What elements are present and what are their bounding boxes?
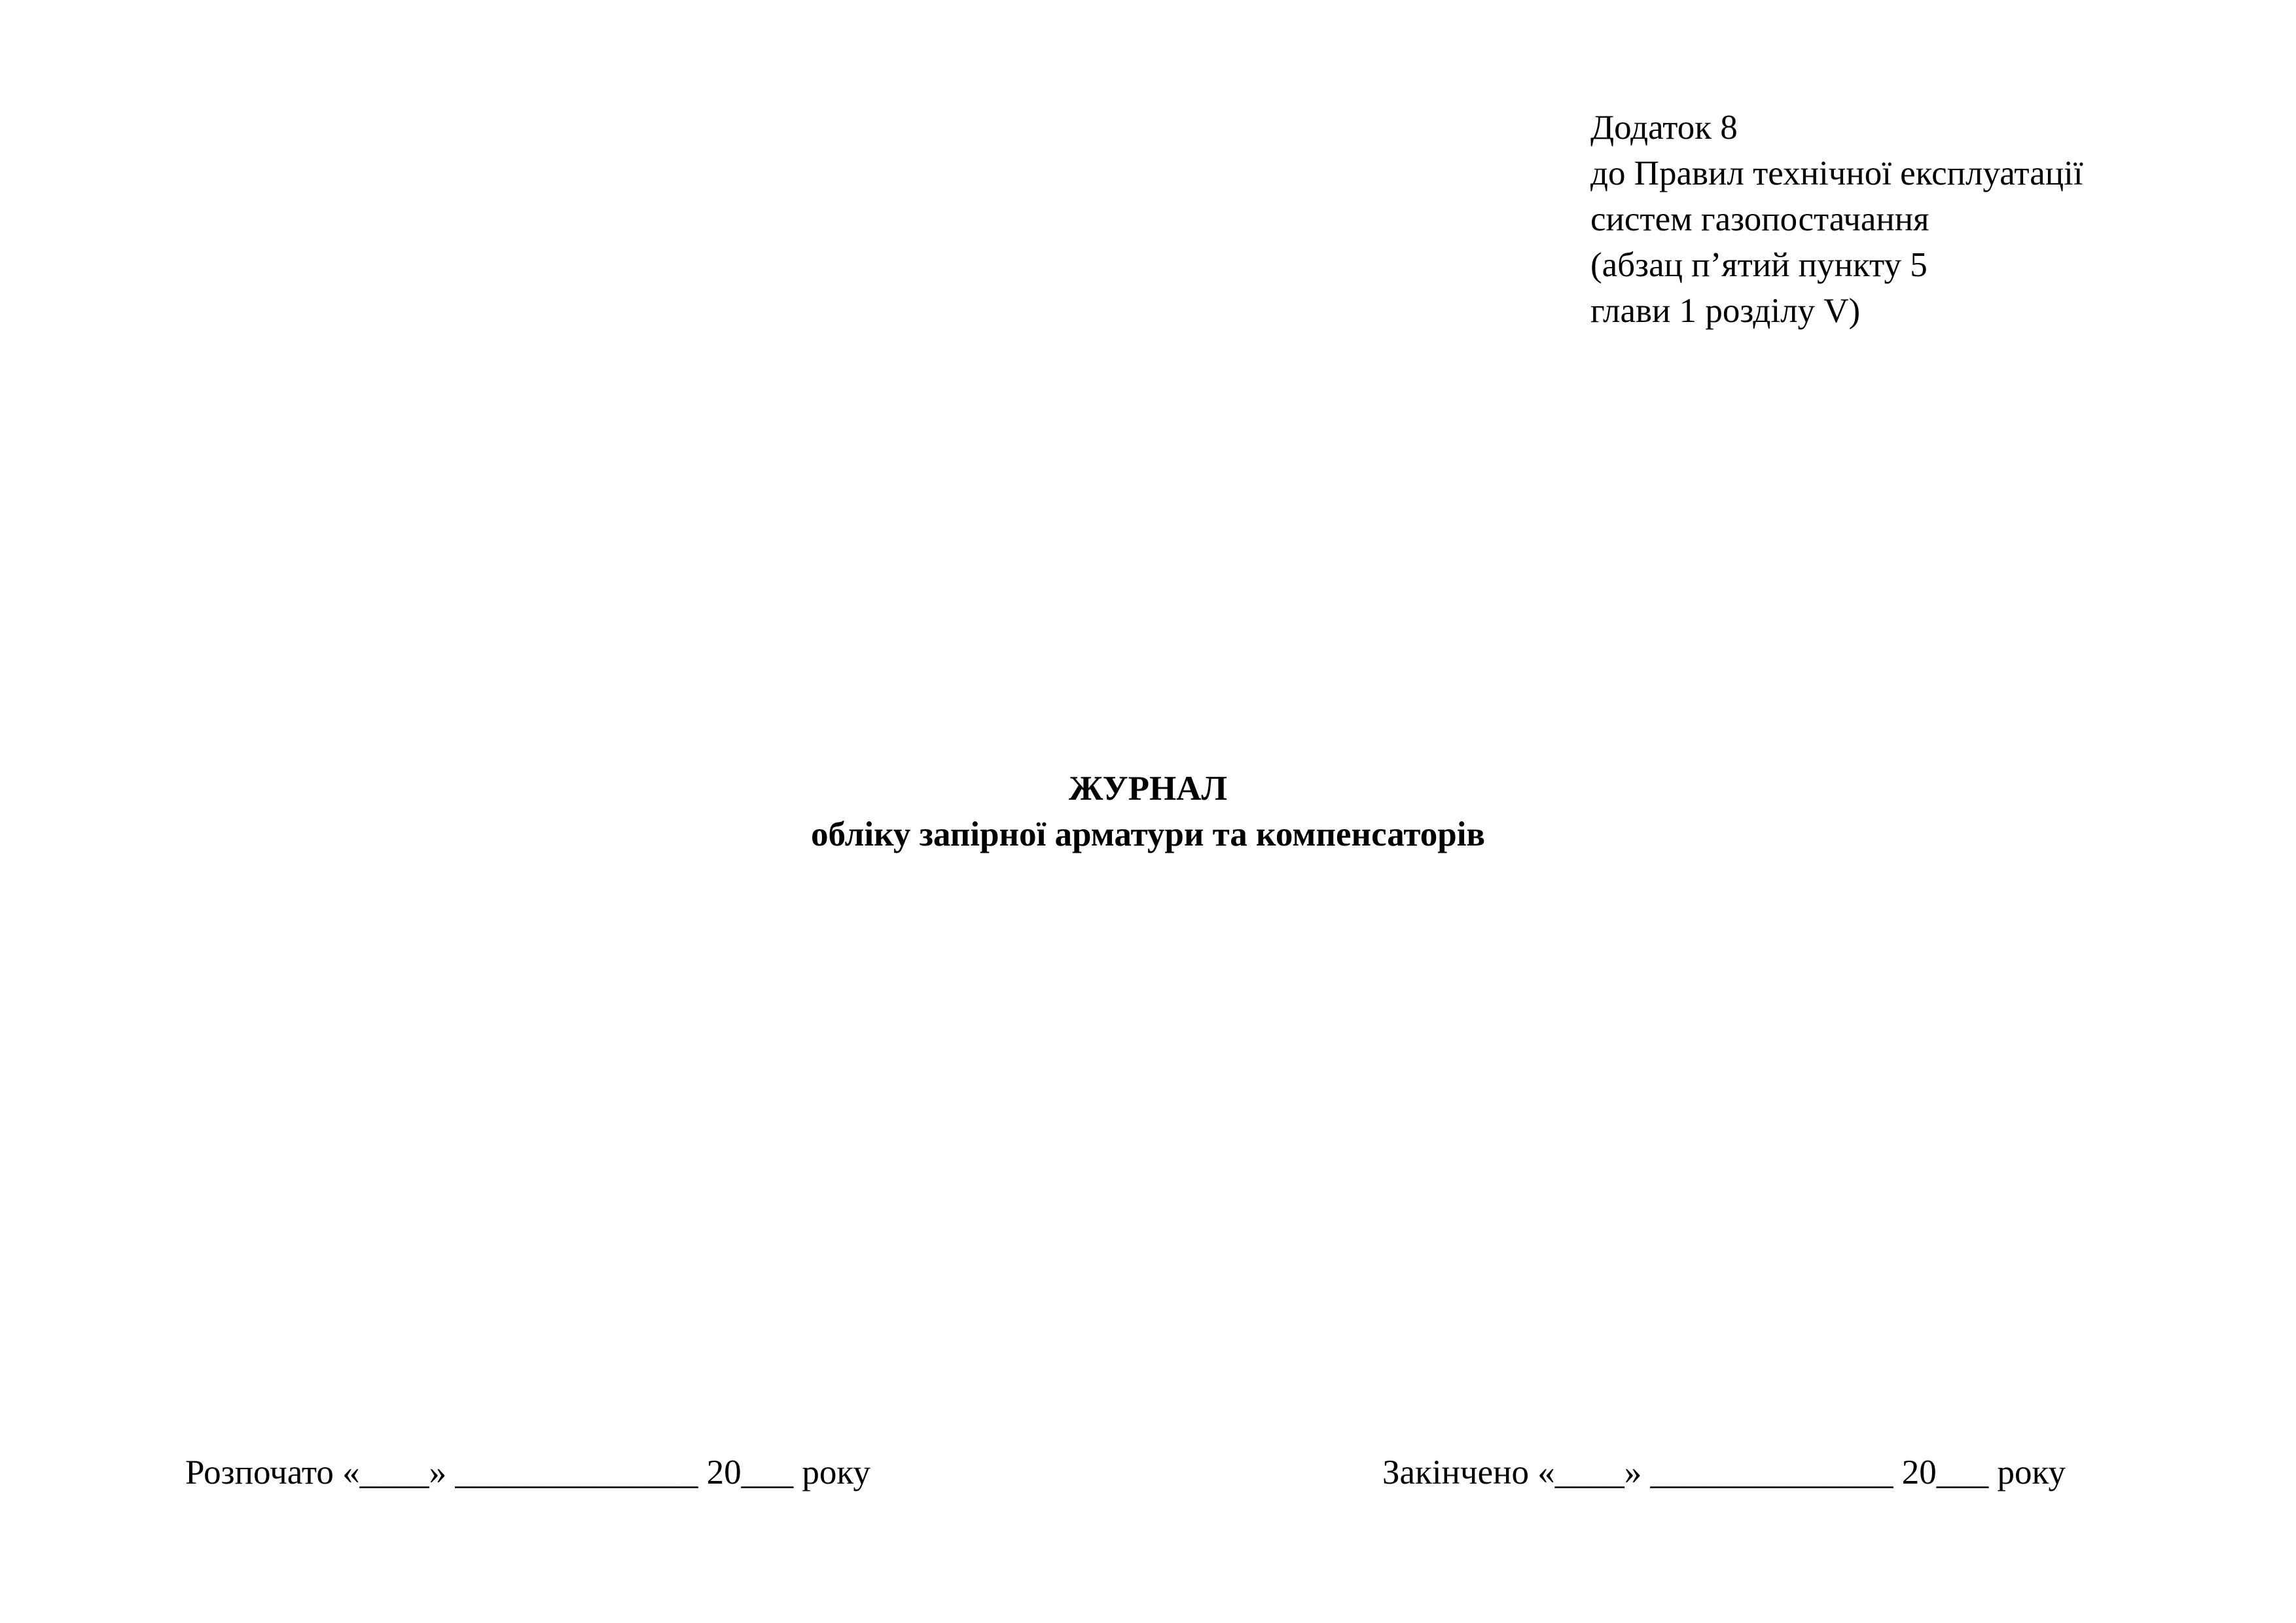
appendix-line-4: (абзац п’ятий пункту 5 bbox=[1590, 246, 1928, 284]
appendix-line-1: Додаток 8 bbox=[1590, 109, 1738, 147]
journal-title-block bbox=[0, 766, 2296, 857]
appendix-line-5: глави 1 розділу V) bbox=[1590, 292, 1861, 330]
appendix-line-3: систем газопостачання bbox=[1590, 200, 1929, 238]
appendix-line-2: до Правил технічної експлуатації bbox=[1590, 154, 2083, 192]
start-date-line: Розпочато «____» ______________ 20___ року bbox=[185, 1454, 870, 1491]
journal-title: ЖУРНАЛ bbox=[1069, 770, 1227, 808]
end-date-line: Закінчено «____» ______________ 20___ року bbox=[1382, 1454, 2066, 1491]
journal-subtitle: обліку запірної арматури та компенсаторів bbox=[810, 815, 1486, 853]
appendix-reference bbox=[1590, 105, 2245, 334]
